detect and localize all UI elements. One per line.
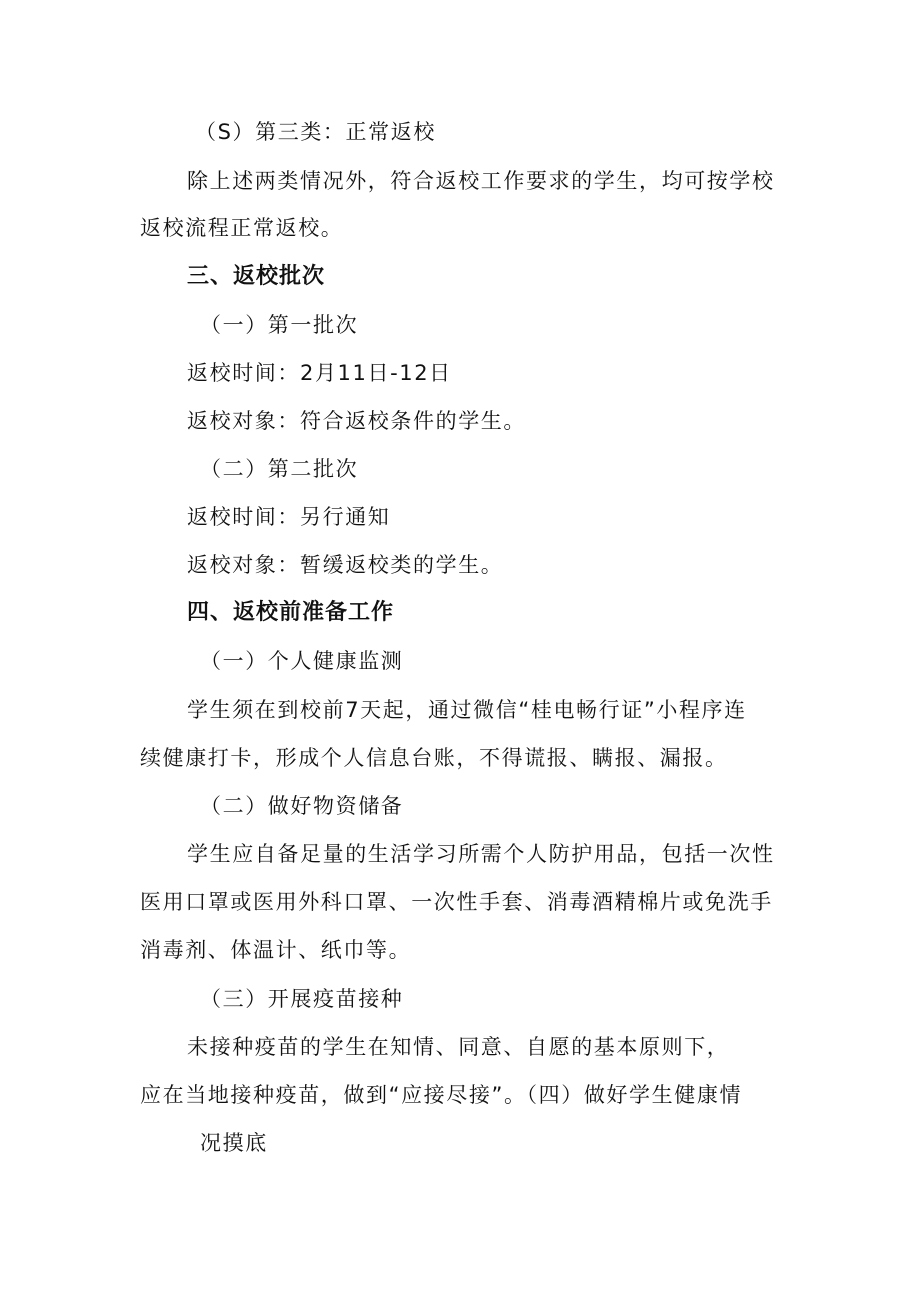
paragraph-line: 返校流程正常返校。 [140, 216, 344, 240]
paragraph-line: 医用口罩或医用外科口罩、一次性手套、消毒酒精棉片或免洗手 [140, 890, 773, 914]
section-heading-batches: 三、返校批次 [187, 264, 326, 289]
paragraph-line: 续健康打卡，形成个人信息台账，不得谎报、瞒报、漏报。 [140, 746, 728, 770]
paragraph-line: 应在当地接种疫苗，做到“应接尽接”。（四）做好学生健康情 [140, 1083, 743, 1107]
paragraph-line: 返校对象：符合返校条件的学生。 [187, 409, 526, 433]
subsection-heading-category-three: （S）第三类：正常返校 [195, 120, 436, 144]
paragraph-line: 除上述两类情况外，符合返校工作要求的学生，均可按学校 [187, 169, 775, 193]
paragraph-line: 返校对象：暂缓返校类的学生。 [187, 553, 504, 577]
paragraph-line: 学生应自备足量的生活学习所需个人防护用品，包括一次性 [187, 842, 775, 866]
paragraph-line: 返校时间：另行通知 [187, 505, 391, 529]
paragraph-line: 学生须在到校前7天起，通过微信“桂电畅行证”小程序连 [187, 698, 747, 722]
subsection-heading-health-monitoring: （一）个人健康监测 [200, 649, 404, 673]
section-heading-preparation: 四、返校前准备工作 [187, 600, 395, 625]
subsection-heading-vaccination: （三）开展疫苗接种 [200, 987, 404, 1011]
paragraph-line: 消毒剂、体温计、纸巾等。 [140, 938, 412, 962]
paragraph-line: 况摸底 [200, 1131, 268, 1155]
subsection-heading-supplies: （二）做好物资储备 [200, 794, 404, 818]
subsection-heading-batch-one: （一）第一批次 [200, 313, 359, 337]
paragraph-line: 返校时间：2月11日-12日 [187, 361, 452, 385]
paragraph-line: 未接种疫苗的学生在知情、同意、自愿的基本原则下， [187, 1035, 730, 1059]
subsection-heading-batch-two: （二）第二批次 [200, 457, 359, 481]
